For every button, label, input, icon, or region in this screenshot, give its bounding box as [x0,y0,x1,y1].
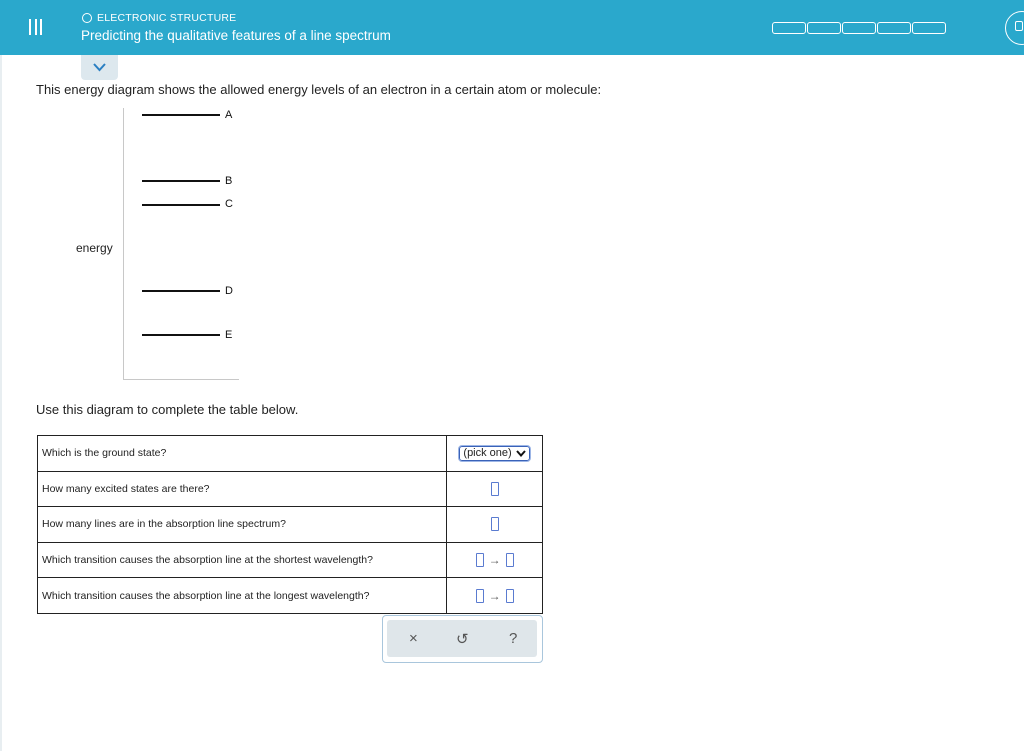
notes-icon [1015,21,1023,31]
ground-state-select[interactable] [459,446,529,461]
question-ground-state: Which is the ground state? [38,436,447,472]
level-label-c: C [225,198,233,210]
level-label-d: D [225,285,233,297]
energy-level-c [142,204,220,206]
longest-from-input[interactable] [476,589,484,603]
table-row [38,436,543,472]
progress-segment [912,22,946,34]
action-toolbar-inner [387,620,537,657]
shortest-from-input[interactable] [476,553,484,567]
collapse-header-button[interactable] [81,55,118,80]
answer-cell [447,507,543,543]
progress-segment [772,22,806,34]
action-toolbar [382,615,543,663]
topic-text: ELECTRONIC STRUCTURE [97,12,237,24]
arrow-icon: → [488,588,501,603]
page-title: Predicting the qualitative features of a line spectrum [81,28,391,43]
question-shortest-wavelength: Which transition causes the absorption line at the shortest wavelength? [38,542,447,578]
notes-button[interactable] [1005,11,1024,45]
answer-cell [447,436,543,472]
chevron-down-icon [516,450,526,457]
answer-cell [447,471,543,507]
table-row [38,507,543,543]
question-absorption-lines: How many lines are in the absorption line spectrum? [38,507,447,543]
answer-cell [447,542,543,578]
absorption-lines-input[interactable] [491,517,499,531]
energy-axis-label: energy [76,241,113,255]
help-button[interactable]: ? [509,630,518,647]
shortest-to-input[interactable] [506,553,514,567]
left-border [0,55,2,751]
excited-states-input[interactable] [491,482,499,496]
undo-button[interactable]: ↺ [456,631,469,648]
instruction-text: Use this diagram to complete the table below. [36,402,299,417]
level-label-a: A [225,109,233,121]
chevron-down-icon [93,63,106,72]
progress-segment [807,22,841,34]
table-row [38,471,543,507]
menu-icon [29,19,42,35]
arrow-icon: → [488,553,501,568]
answer-cell [447,578,543,614]
table-row [38,578,543,614]
level-label-b: B [225,175,233,187]
progress-indicator [772,22,947,34]
menu-button[interactable] [0,0,60,55]
progress-segment [842,22,876,34]
energy-level-e [142,334,220,336]
progress-segment [877,22,911,34]
table-row [38,542,543,578]
topic-circle-icon [82,13,92,23]
topic-label [82,12,236,24]
energy-level-b [142,180,220,182]
energy-diagram [123,108,239,380]
top-bar [0,0,1024,55]
question-longest-wavelength: Which transition causes the absorption line at the longest wavelength? [38,578,447,614]
select-placeholder: (pick one) [463,447,512,460]
longest-to-input[interactable] [506,589,514,603]
energy-level-d [142,290,220,292]
question-excited-states: How many excited states are there? [38,471,447,507]
answer-table [37,435,543,614]
level-label-e: E [225,329,233,341]
energy-level-a [142,114,220,116]
intro-text: This energy diagram shows the allowed energy levels of an electron in a certain atom or molecule: [36,82,602,97]
clear-button[interactable]: × [409,630,418,647]
